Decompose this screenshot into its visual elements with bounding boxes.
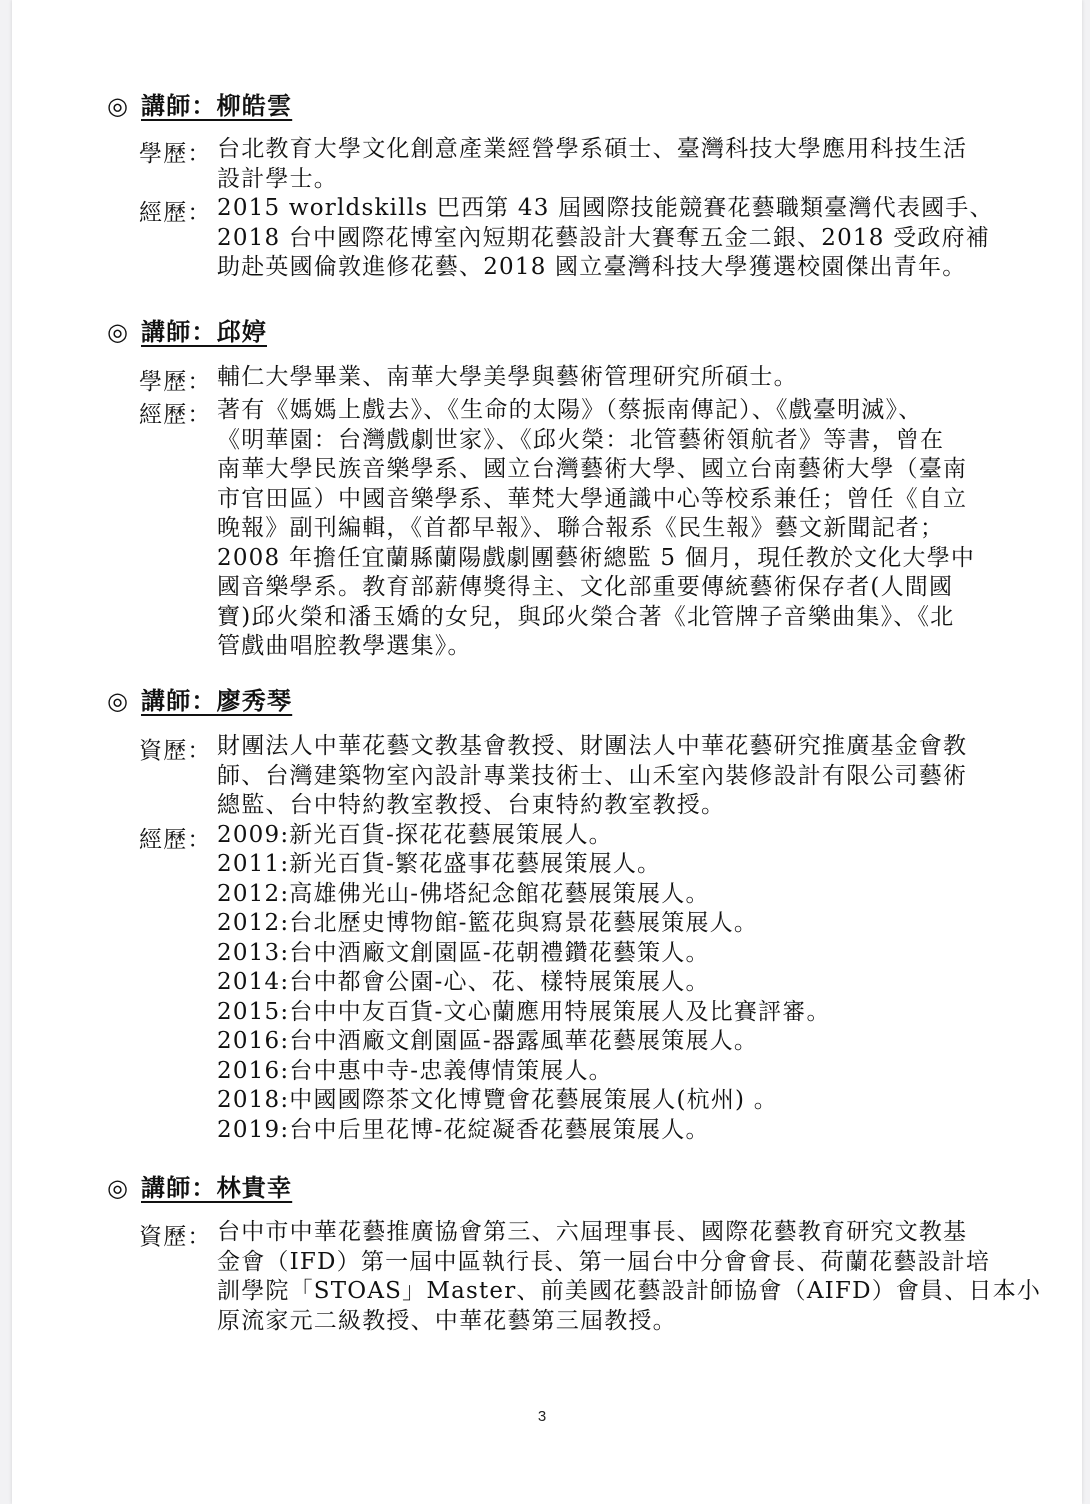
- text-line: 2016:台中惠中寺-忠義傳情策展人。: [217, 1057, 613, 1084]
- entry-body: [217, 363, 1007, 396]
- text-line: 2016:台中酒廠文創園區-器露風華花藝展策展人。: [217, 1028, 759, 1054]
- instructor-section-liao: [107, 681, 1007, 1145]
- text-line: 2008 年擔任宜蘭縣蘭陽戲劇團藝術總監 5 個月，現任教於文化大學中: [217, 544, 976, 571]
- entry-body: [217, 732, 1007, 821]
- text-line: 寶)邱火榮和潘玉嬌的女兒，與邱火榮合著《北管牌子音樂曲集》、《北: [217, 603, 955, 630]
- experience-entry: [139, 396, 1007, 662]
- text-line: 總監、台中特約教室教授、台東特約教室教授。: [217, 792, 726, 818]
- text-line: 市官田區）中國音樂學系、華梵大學通識中心等校系兼任；曾任《自立: [217, 485, 968, 512]
- entry-body: [217, 135, 1007, 194]
- text-line: 2012:台北歷史博物館-籃花與寫景花藝展策展人。: [217, 910, 759, 936]
- text-line: 台中市中華花藝推廣協會第三、六屆理事長、國際花藝教育研究文教基: [217, 1219, 968, 1245]
- text-line: 2012:高雄佛光山-佛塔紀念館花藝展策展人。: [217, 880, 710, 907]
- text-line: 2018 台中國際花博室內短期花藝設計大賽奪五金二銀、2018 受政府補: [217, 224, 990, 251]
- text-line: 台北教育大學文化創意產業經營學系碩士、臺灣科技大學應用科技生活: [217, 136, 968, 162]
- experience-entry: [139, 821, 1007, 1146]
- entry-label: 資歷：: [139, 1224, 212, 1250]
- text-line: 金會（IFD）第一屆中區執行長、第一屆台中分會會長、荷蘭花藝設計培: [217, 1248, 991, 1275]
- entry-body: [217, 821, 1007, 1146]
- qualification-entry: [139, 732, 1007, 821]
- instructor-title: 講師：廖秀琴: [141, 686, 293, 715]
- text-line: 著有《媽媽上戲去》、《生命的太陽》（蔡振南傳記）、《戲臺明滅》、: [217, 397, 923, 423]
- qualification-entry: [139, 1218, 1042, 1336]
- text-line: 原流家元二級教授、中華花藝第三屆教授。: [217, 1307, 677, 1334]
- instructor-title: 講師：邱婷: [141, 317, 267, 346]
- text-line: 財團法人中華花藝文教基會教授、財團法人中華花藝研究推廣基金會教: [217, 733, 968, 759]
- section-heading: [107, 681, 1007, 721]
- text-line: 管戲曲唱腔教學選集》。: [217, 633, 472, 659]
- text-line: 晚報》副刊編輯，《首都早報》、聯合報系《民生報》藝文新聞記者；: [217, 515, 945, 541]
- text-line: 2011:新光百貨-繁花盛事花藝展策展人。: [217, 851, 662, 877]
- text-line: 師、台灣建築物室內設計專業技術士、山禾室內裝修設計有限公司藝術: [217, 762, 968, 789]
- document-page: [12, 0, 1082, 1504]
- text-line: 訓學院「STOAS」Master、前美國花藝設計師協會（AIFD）會員、日本小: [217, 1278, 1042, 1304]
- text-line: 南華大學民族音樂學系、國立台灣藝術大學、國立台南藝術大學（臺南: [217, 456, 968, 482]
- section-heading: [107, 86, 1007, 126]
- entry-body: [217, 1218, 1041, 1336]
- text-line: 2018:中國國際茶文化博覽會花藝展策展人(杭州) 。: [217, 1087, 778, 1113]
- double-circle-bullet-icon: ◎: [107, 92, 130, 120]
- instructor-title: 講師：柳皓雲: [141, 91, 293, 120]
- page-number: 3: [537, 1408, 547, 1425]
- education-entry: [139, 363, 1007, 396]
- text-line: 2015 worldskills 巴西第 43 屆國際技能競賽花藝職類臺灣代表國手、: [217, 195, 994, 221]
- entry-body: [217, 194, 1007, 283]
- text-line: 2015:台中中友百貨-文心蘭應用特展策展人及比賽評審。: [217, 998, 831, 1025]
- entry-label: 經歷：: [139, 402, 212, 428]
- text-line: 2013:台中酒廠文創園區-花朝禮鑽花藝策人。: [217, 939, 710, 966]
- text-line: 2014:台中都會公園-心、花、樣特展策展人。: [217, 969, 710, 995]
- double-circle-bullet-icon: ◎: [107, 687, 130, 715]
- entry-label: 經歷：: [139, 200, 212, 226]
- text-line: 《明華園：台灣戲劇世家》、《邱火榮：北管藝術領航者》等書，曾在: [217, 426, 945, 453]
- entry-label: 資歷：: [139, 738, 212, 764]
- experience-entry: [139, 194, 1007, 283]
- double-circle-bullet-icon: ◎: [107, 318, 130, 346]
- entry-body: [217, 396, 1007, 662]
- double-circle-bullet-icon: ◎: [107, 1174, 130, 1202]
- text-line: 輔仁大學畢業、南華大學美學與藝術管理研究所碩士。: [217, 364, 798, 390]
- text-line: 國音樂學系。教育部薪傳獎得主、文化部重要傳統藝術保存者(人間國: [217, 574, 954, 600]
- entry-label: 學歷：: [139, 141, 212, 167]
- text-line: 2009:新光百貨-探花花藝展策展人。: [217, 821, 613, 848]
- text-line: 2019:台中后里花博-花綻凝香花藝展策展人。: [217, 1116, 710, 1143]
- instructor-section-chiu: [107, 312, 1007, 662]
- entry-label: 經歷：: [139, 826, 212, 853]
- text-line: 設計學士。: [217, 165, 338, 192]
- text-line: 助赴英國倫敦進修花藝、2018 國立臺灣科技大學獲選校園傑出青年。: [217, 254, 967, 280]
- entry-label: 學歷：: [139, 369, 212, 395]
- instructor-title: 講師：林貴幸: [141, 1173, 293, 1202]
- instructor-section-lin: [107, 1168, 1042, 1336]
- education-entry: [139, 135, 1007, 194]
- section-heading: [107, 312, 1007, 352]
- section-heading: [107, 1168, 1007, 1208]
- instructor-section-liu: [107, 86, 1007, 283]
